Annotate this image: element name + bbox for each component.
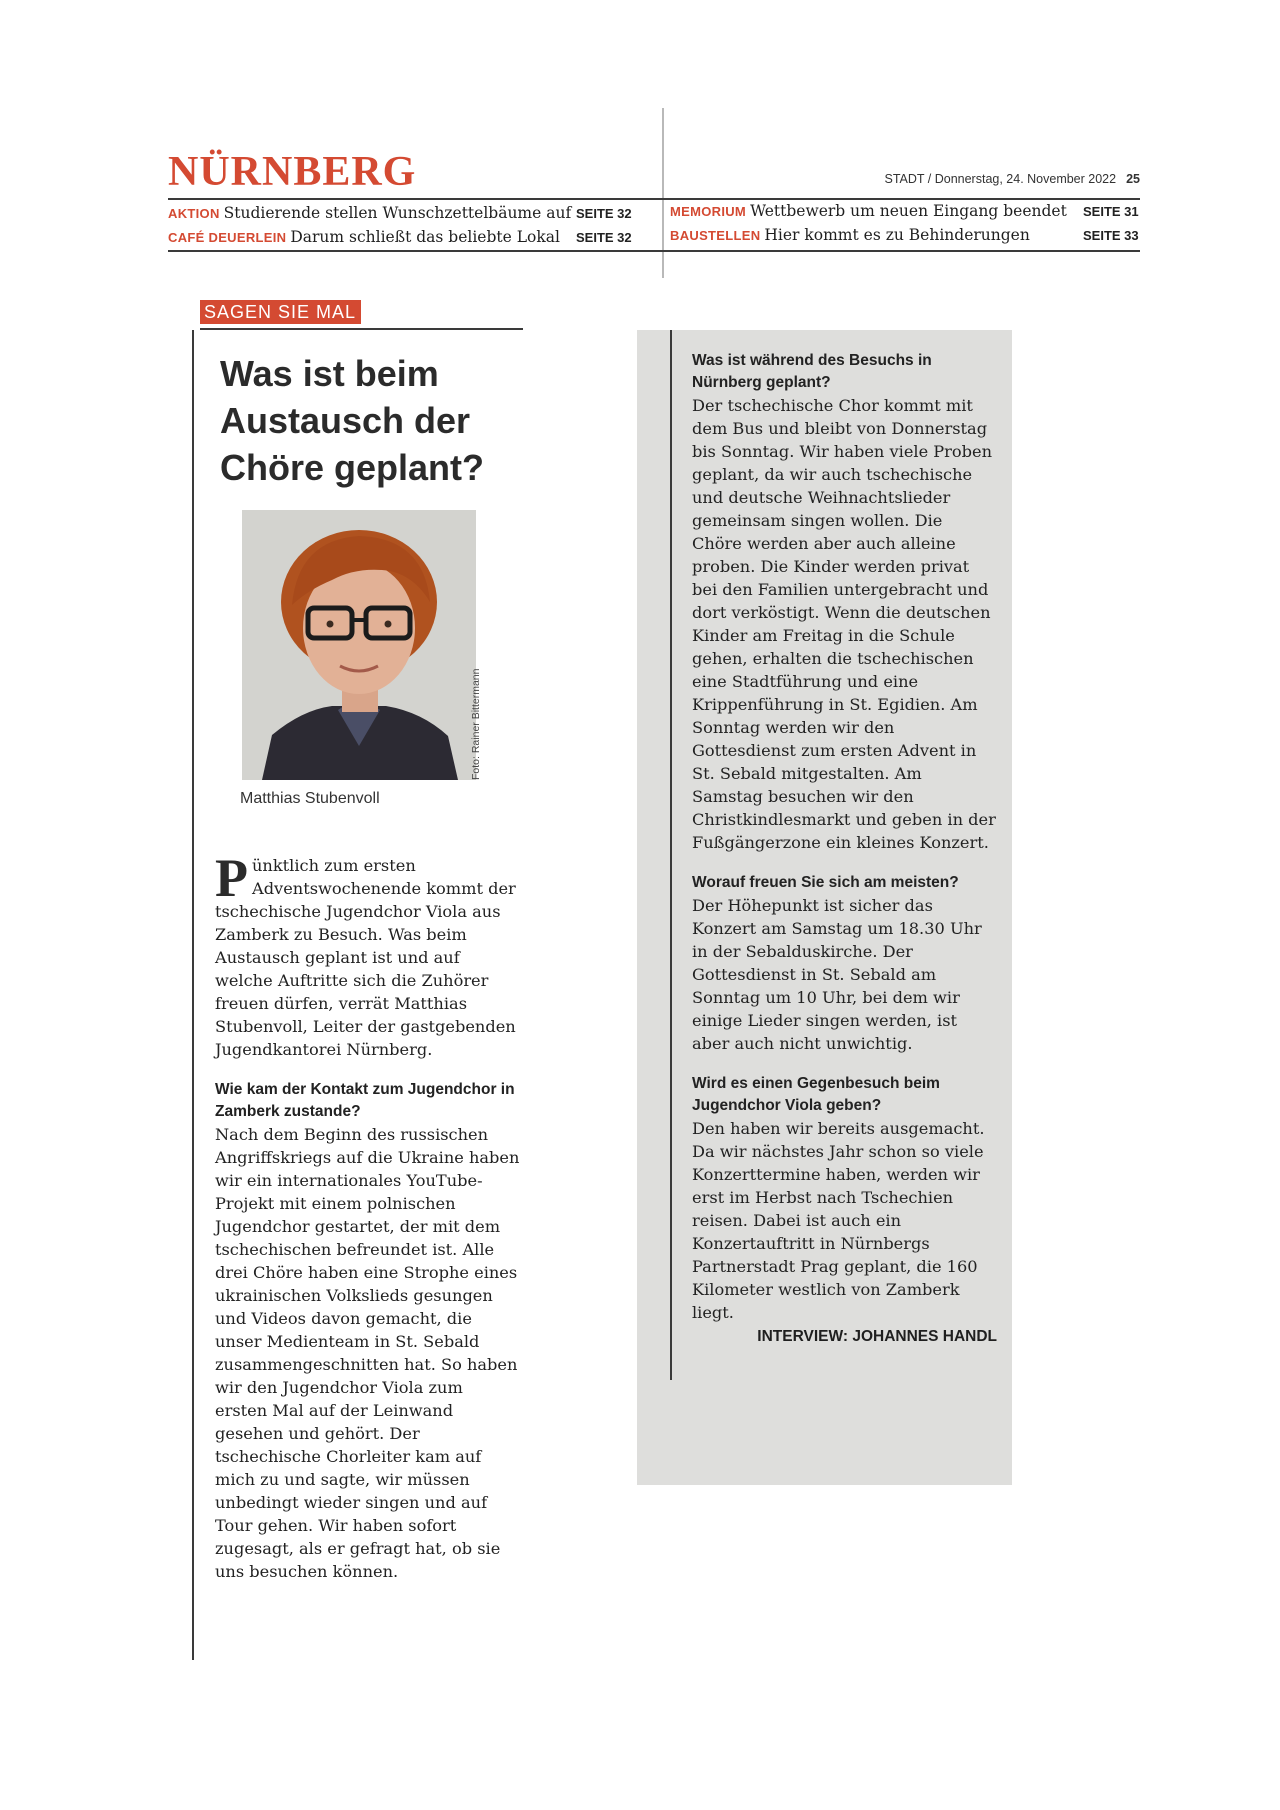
header-divider	[662, 108, 664, 278]
question-4: Wird es einen Gegenbesuch beim Jugendchor Viola geben?	[692, 1075, 940, 1114]
box-rule	[670, 330, 672, 1380]
teaser-text: Hier kommt es zu Behinderungen	[764, 226, 1030, 244]
question-1: Wie kam der Kontakt zum Jugendchor in Zamberk zustande?	[215, 1081, 515, 1120]
teaser-text: Studierende stellen Wunschzettelbäume auf	[223, 204, 572, 222]
header-rule-top	[168, 198, 1140, 200]
photo-caption: Matthias Stubenvoll	[240, 790, 380, 807]
answer-3: Der Höhepunkt ist sicher das Konzert am Samstag um 18.30 Uhr in der Sebalduskirche. Der Gottesdienst in St. Sebald am Sonntag um 10 Uhr, bei dem wir einige Lieder singen werden, ist aber auch nicht unwichtig.	[692, 896, 982, 1053]
teaser-text: Darum schließt das beliebte Lokal	[290, 228, 560, 246]
teaser-page: SEITE 32	[576, 230, 632, 245]
drop-cap: P	[215, 848, 248, 908]
teaser-keyword: AKTION	[168, 206, 220, 221]
teaser-page: SEITE 33	[1083, 228, 1139, 243]
question-3: Worauf freuen Sie sich am meisten?	[692, 874, 959, 891]
intro-paragraph	[215, 848, 520, 1061]
teaser-memorium[interactable]	[670, 202, 1067, 220]
answer-1: Nach dem Beginn des russischen Angriffskriegs auf die Ukraine haben wir ein internationales YouTube-Projekt mit einem polnischen Jugendchor gestartet, der mit dem tschechischen befreundet ist. Alle drei Chöre haben eine Strophe eines ukrainischen Volkslieds gesungen und Videos davon gemacht, die unser Medienteam in St. Sebald zusammengeschnitten hat. So haben wir den Jugendchor Viola zum ersten Mal auf der Leinwand gesehen und gehört. Der tschechische Chorleiter kam auf mich zu und sagte, wir müssen unbedingt wieder singen und auf Tour gehen. Wir haben sofort zugesagt, als er gefragt hat, ob sie uns besuchen können.	[215, 1125, 520, 1581]
left-text-column	[215, 848, 520, 1583]
answer-4: Den haben wir bereits ausgemacht. Da wir nächstes Jahr schon so viele Konzerttermine haben, werden wir erst im Herbst nach Tschechien reisen. Dabei ist auch ein Konzertauftritt in Nürnbergs Partnerstadt Prag geplant, die 160 Kilometer westlich von Zamberk liegt.	[692, 1119, 985, 1322]
teaser-aktion[interactable]	[168, 204, 571, 222]
teaser-keyword: MEMORIUM	[670, 204, 747, 219]
headline: Was ist beim Austausch der Chöre geplant?	[220, 353, 485, 488]
teaser-keyword: BAUSTELLEN	[670, 228, 761, 243]
photo-credit: Foto: Rainer Bittermann	[470, 668, 482, 780]
kicker-rule	[200, 328, 523, 330]
question-2: Was ist während des Besuchs in Nürnberg geplant?	[692, 352, 932, 391]
teaser-page: SEITE 31	[1083, 204, 1139, 219]
byline: INTERVIEW: JOHANNES HANDL	[757, 1328, 997, 1345]
right-text-column	[692, 350, 997, 1346]
portrait-image	[242, 510, 476, 780]
teaser-keyword: CAFÉ DEUERLEIN	[168, 230, 287, 245]
page-number: 25	[1126, 172, 1140, 186]
kicker-label: SAGEN SIE MAL	[200, 300, 361, 324]
section-title: NÜRNBERG	[168, 149, 417, 195]
teaser-text: Wettbewerb um neuen Eingang beendet	[750, 202, 1067, 220]
teaser-baustellen[interactable]	[670, 226, 1030, 244]
header-rule-bottom	[168, 250, 1140, 252]
teaser-page: SEITE 32	[576, 206, 632, 221]
dateline	[880, 172, 1140, 186]
portrait-photo	[242, 510, 476, 780]
teaser-cafe[interactable]	[168, 228, 560, 246]
intro-text: ünktlich zum ersten Adventswochenende kommt der tschechische Jugendchor Viola aus Zamberk zu Besuch. Was beim Austausch geplant ist und auf welche Auftritte sich die Zuhörer freuen dürfen, verrät Matthias Stubenvoll, Leiter der gastgebenden Jugendkantorei Nürnberg.	[215, 856, 516, 1059]
date-text: STADT / Donnerstag, 24. November 2022	[884, 172, 1117, 186]
column-rule	[192, 330, 194, 1660]
answer-2: Der tschechische Chor kommt mit dem Bus und bleibt von Donnerstag bis Sonntag. Wir haben viele Proben geplant, da wir auch tschechische und deutsche Weihnachtslieder gemeinsam singen wollen. Die Chöre werden aber auch alleine proben. Die Kinder werden privat bei den Familien untergebracht und dort verköstigt. Wenn die deutschen Kinder am Freitag in die Schule gehen, erhalten die tschechischen eine Stadtführung und eine Krippenführung in St. Egidien. Am Sonntag werden wir den Gottesdienst zum ersten Advent in St. Sebald mitgestalten. Am Samstag besuchen wir den Christkindlesmarkt und geben in der Fußgängerzone ein kleines Konzert.	[692, 396, 996, 852]
